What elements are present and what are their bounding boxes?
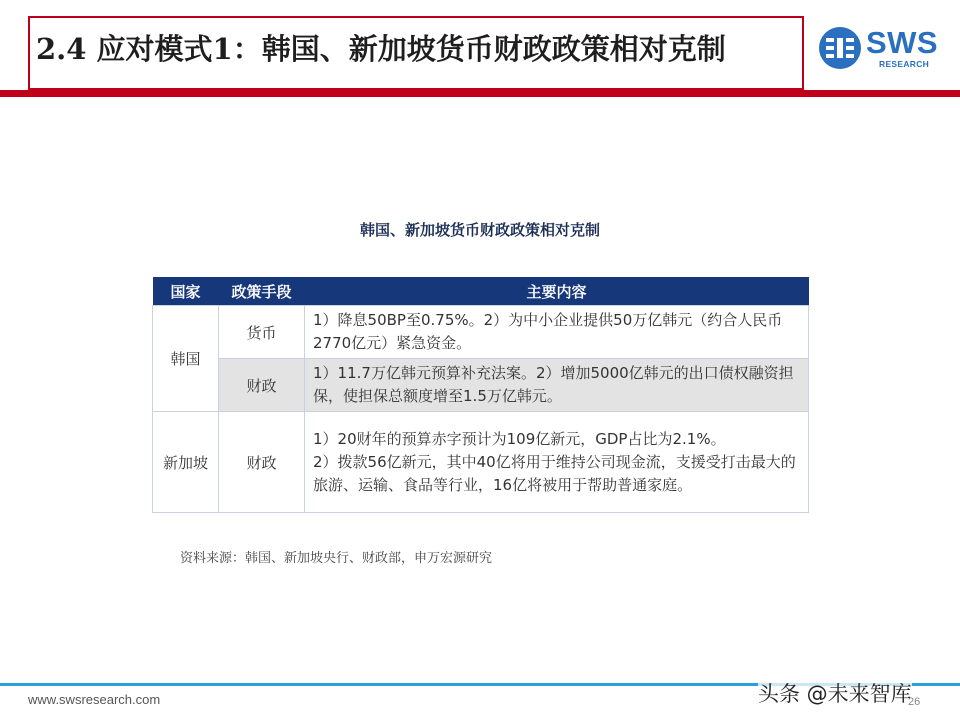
- watermark: 头条 @未来智库: [758, 678, 912, 708]
- sws-logo: [818, 24, 942, 74]
- sws-logo-icon: [818, 26, 862, 70]
- table-row: [153, 306, 809, 359]
- content-line: 1）20财年的预算赤字预计为109亿新元，GDP占比为2.1%。: [313, 429, 726, 448]
- country-cell: 韩国: [153, 306, 219, 412]
- table-row: [153, 359, 809, 412]
- means-cell: 财政: [219, 359, 305, 412]
- column-header-country: 国家: [153, 277, 219, 306]
- table-row: [153, 412, 809, 513]
- table-header-row: [153, 277, 809, 306]
- policy-table: [152, 277, 809, 513]
- content-cell: 1）11.7万亿韩元预算补充法案。2）增加5000亿韩元的出口债权融资担保，使担保总额度增至1.5万亿韩元。: [305, 359, 809, 412]
- country-cell: 新加坡: [153, 412, 219, 513]
- logo-subtext: RESEARCH: [879, 59, 930, 69]
- title-divider: [0, 90, 960, 97]
- column-header-means: 政策手段: [219, 277, 305, 306]
- page-title: 2.4 应对模式1：韩国、新加坡货币财政政策相对克制: [36, 32, 726, 66]
- footer-url: www.swsresearch.com: [28, 692, 161, 707]
- page-number: 26: [908, 696, 921, 708]
- logo-text: SWS: [866, 25, 939, 60]
- column-header-content: 主要内容: [305, 277, 809, 306]
- source-note: 资料来源：韩国、新加坡央行、财政部，申万宏源研究: [180, 551, 493, 566]
- means-cell: 财政: [219, 412, 305, 513]
- content-cell: [305, 412, 809, 513]
- table-caption: 韩国、新加坡货币财政政策相对克制: [359, 221, 600, 239]
- means-cell: 货币: [219, 306, 305, 359]
- content-cell: 1）降息50BP至0.75%。2）为中小企业提供50万亿韩元（约合人民币2770亿元）紧急资金。: [305, 306, 809, 359]
- content-line: 2）拨款56亿新元，其中40亿将用于维持公司现金流，支援受打击最大的旅游、运输、食品等行业，16亿将被用于帮助普通家庭。: [313, 452, 796, 494]
